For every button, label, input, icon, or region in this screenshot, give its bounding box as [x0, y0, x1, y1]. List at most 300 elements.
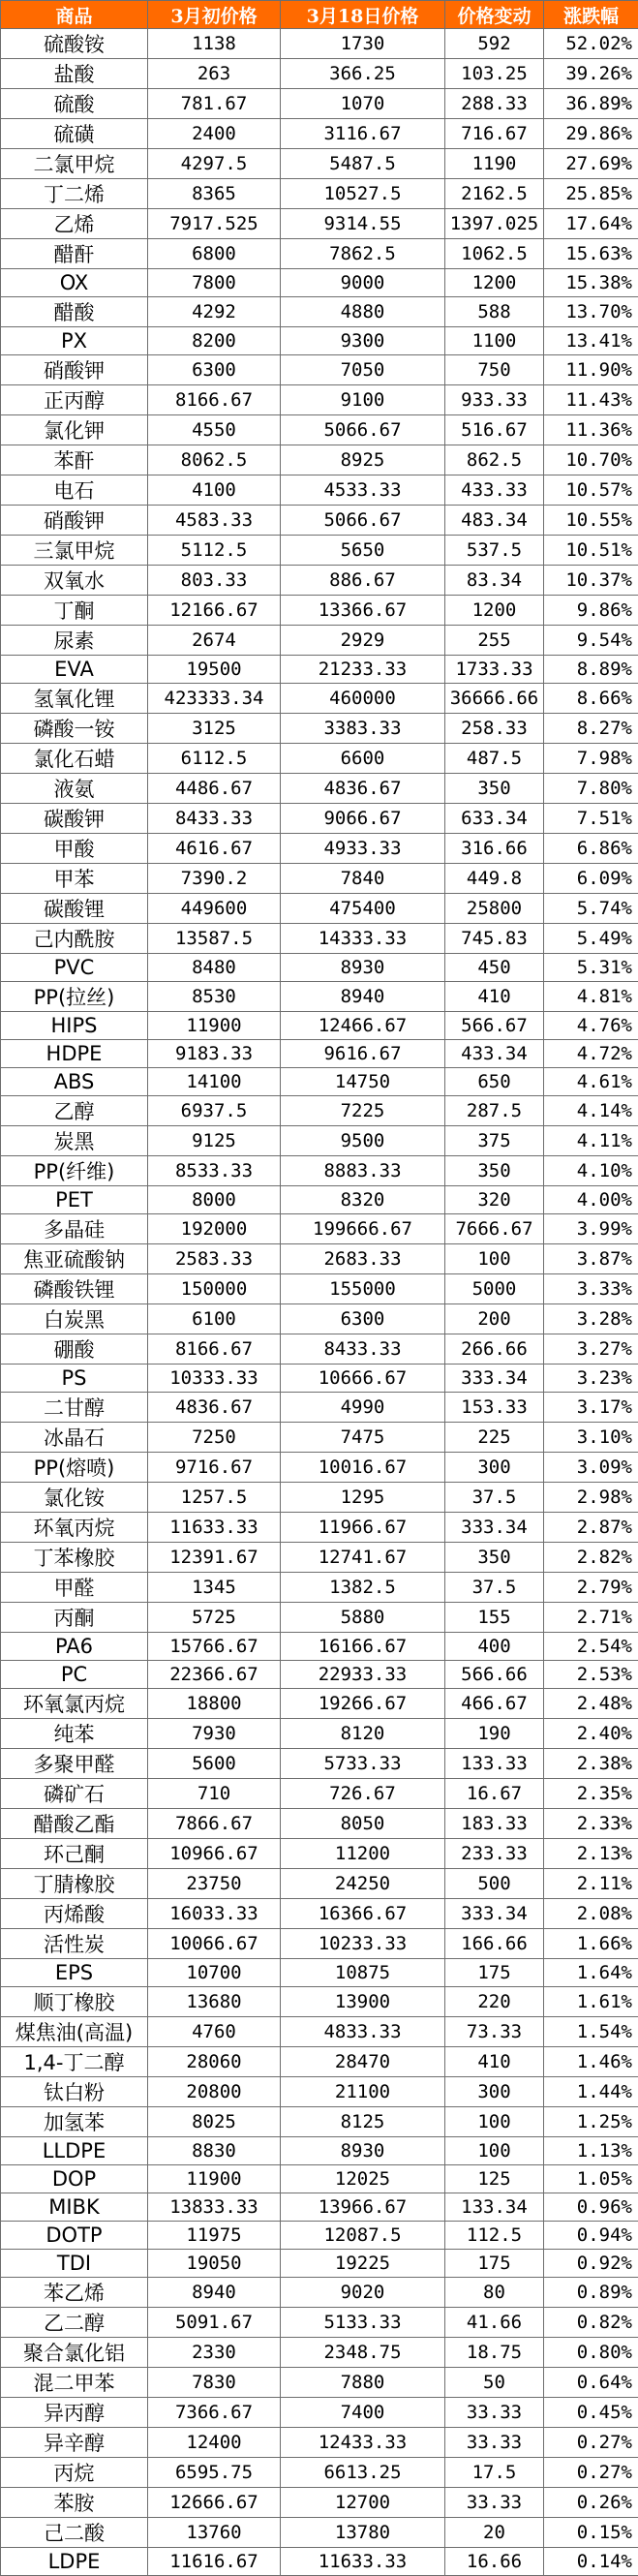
price-change-cell: 288.33 [445, 89, 544, 119]
change-percent-cell: 15.38% [544, 269, 638, 297]
table-row [1, 1633, 638, 1661]
commodity-cell: EPS [1, 1959, 148, 1987]
early-march-price-cell: 13760 [148, 2518, 281, 2548]
early-march-price-cell: 7866.67 [148, 1809, 281, 1839]
march-18-price-cell: 4833.33 [281, 2017, 445, 2047]
change-percent-cell: 0.27% [544, 2458, 638, 2488]
change-percent-cell: 2.33% [544, 1809, 638, 1839]
table-row [1, 684, 638, 714]
price-change-cell: 50 [445, 2368, 544, 2398]
price-change-cell: 300 [445, 1453, 544, 1483]
commodity-cell: MIBK [1, 2193, 148, 2222]
early-march-price-cell: 2330 [148, 2338, 281, 2368]
early-march-price-cell: 11616.67 [148, 2548, 281, 2576]
early-march-price-cell: 10333.33 [148, 1365, 281, 1393]
early-march-price-cell: 781.67 [148, 89, 281, 119]
early-march-price-cell: 6300 [148, 355, 281, 385]
price-change-cell: 16.66 [445, 2548, 544, 2576]
commodity-cell: 聚合氯化铝 [1, 2338, 148, 2368]
change-percent-cell: 2.08% [544, 1899, 638, 1929]
change-percent-cell: 0.89% [544, 2278, 638, 2308]
price-change-cell: 1190 [445, 149, 544, 179]
commodity-cell: PX [1, 327, 148, 355]
march-18-price-cell: 8120 [281, 1719, 445, 1749]
early-march-price-cell: 7390.2 [148, 864, 281, 894]
price-change-cell: 633.34 [445, 804, 544, 834]
table-row [1, 506, 638, 536]
march-18-price-cell: 475400 [281, 894, 445, 924]
commodity-cell: PA6 [1, 1633, 148, 1661]
march-18-price-cell: 12466.67 [281, 1012, 445, 1040]
change-percent-cell: 0.45% [544, 2398, 638, 2428]
march-18-price-cell: 7050 [281, 355, 445, 385]
march-18-price-cell: 9300 [281, 327, 445, 355]
price-change-cell: 375 [445, 1126, 544, 1156]
table-row [1, 1573, 638, 1603]
march-18-price-cell: 8125 [281, 2107, 445, 2137]
change-percent-cell: 2.13% [544, 1839, 638, 1869]
price-change-cell: 350 [445, 774, 544, 804]
change-percent-cell: 1.46% [544, 2047, 638, 2077]
march-18-price-cell: 8320 [281, 1186, 445, 1214]
early-march-price-cell: 5600 [148, 1749, 281, 1779]
march-18-price-cell: 726.67 [281, 1779, 445, 1809]
commodity-cell: 丁苯橡胶 [1, 1543, 148, 1573]
commodity-cell: 三氯甲烷 [1, 536, 148, 566]
table-row [1, 1423, 638, 1453]
table-row [1, 744, 638, 774]
price-change-cell: 20 [445, 2518, 544, 2548]
early-march-price-cell: 10966.67 [148, 1839, 281, 1869]
early-march-price-cell: 15766.67 [148, 1633, 281, 1661]
change-percent-cell: 5.49% [544, 924, 638, 954]
commodity-cell: 氢氧化锂 [1, 684, 148, 714]
commodity-cell: 硫磺 [1, 119, 148, 149]
change-percent-cell: 25.85% [544, 179, 638, 209]
early-march-price-cell: 8000 [148, 1186, 281, 1214]
change-percent-cell: 0.27% [544, 2428, 638, 2458]
price-change-cell: 1200 [445, 596, 544, 626]
commodity-cell: 液氨 [1, 774, 148, 804]
commodity-cell: 环氧氯丙烷 [1, 1689, 148, 1719]
price-change-cell: 862.5 [445, 445, 544, 475]
header-early-march-price: 3月初价格 [148, 1, 281, 29]
price-change-cell: 37.5 [445, 1573, 544, 1603]
table-row [1, 2107, 638, 2137]
march-18-price-cell: 1382.5 [281, 1573, 445, 1603]
price-change-cell: 500 [445, 1869, 544, 1899]
early-march-price-cell: 2400 [148, 119, 281, 149]
march-18-price-cell: 16366.67 [281, 1899, 445, 1929]
commodity-cell: 苯胺 [1, 2488, 148, 2518]
commodity-cell: 甲酸 [1, 834, 148, 864]
price-change-cell: 1733.33 [445, 656, 544, 684]
price-change-cell: 1200 [445, 269, 544, 297]
early-march-price-cell: 19050 [148, 2250, 281, 2278]
table-row [1, 2308, 638, 2338]
change-percent-cell: 4.14% [544, 1096, 638, 1126]
price-change-cell: 100 [445, 1244, 544, 1274]
price-change-cell: 466.67 [445, 1689, 544, 1719]
march-18-price-cell: 10875 [281, 1959, 445, 1987]
price-change-cell: 16.67 [445, 1779, 544, 1809]
march-18-price-cell: 8940 [281, 982, 445, 1012]
march-18-price-cell: 886.67 [281, 566, 445, 596]
commodity-cell: PS [1, 1365, 148, 1393]
early-march-price-cell: 28060 [148, 2047, 281, 2077]
change-percent-cell: 0.94% [544, 2222, 638, 2250]
commodity-cell: 氯化铵 [1, 1483, 148, 1513]
table-row [1, 1365, 638, 1393]
price-change-cell: 537.5 [445, 536, 544, 566]
early-march-price-cell: 8530 [148, 982, 281, 1012]
march-18-price-cell: 6613.25 [281, 2458, 445, 2488]
early-march-price-cell: 19500 [148, 656, 281, 684]
table-row [1, 894, 638, 924]
march-18-price-cell: 12741.67 [281, 1543, 445, 1573]
change-percent-cell: 7.51% [544, 804, 638, 834]
early-march-price-cell: 192000 [148, 1214, 281, 1244]
table-row [1, 29, 638, 59]
table-row [1, 2428, 638, 2458]
price-change-cell: 125 [445, 2165, 544, 2193]
price-change-cell: 175 [445, 1959, 544, 1987]
early-march-price-cell: 8365 [148, 179, 281, 209]
march-18-price-cell: 24250 [281, 1869, 445, 1899]
change-percent-cell: 5.74% [544, 894, 638, 924]
price-change-cell: 175 [445, 2250, 544, 2278]
march-18-price-cell: 12433.33 [281, 2428, 445, 2458]
table-row [1, 982, 638, 1012]
price-change-cell: 133.34 [445, 2193, 544, 2222]
early-march-price-cell: 2583.33 [148, 1244, 281, 1274]
commodity-cell: 尿素 [1, 626, 148, 656]
price-change-cell: 258.33 [445, 714, 544, 744]
commodity-cell: 丁腈橡胶 [1, 1869, 148, 1899]
march-18-price-cell: 8930 [281, 2137, 445, 2165]
price-change-cell: 133.33 [445, 1749, 544, 1779]
commodity-cell: 甲苯 [1, 864, 148, 894]
price-change-cell: 333.34 [445, 1513, 544, 1543]
change-percent-cell: 6.86% [544, 834, 638, 864]
table-row [1, 1214, 638, 1244]
change-percent-cell: 10.55% [544, 506, 638, 536]
commodity-cell: PP(熔喷) [1, 1453, 148, 1483]
price-change-cell: 225 [445, 1423, 544, 1453]
price-change-cell: 433.34 [445, 1040, 544, 1068]
table-row [1, 415, 638, 445]
table-row [1, 1156, 638, 1186]
price-change-cell: 745.83 [445, 924, 544, 954]
early-march-price-cell: 8062.5 [148, 445, 281, 475]
change-percent-cell: 7.98% [544, 744, 638, 774]
table-row [1, 445, 638, 475]
march-18-price-cell: 2348.75 [281, 2338, 445, 2368]
table-row [1, 1012, 638, 1040]
price-change-cell: 588 [445, 297, 544, 327]
commodity-cell: 丙酮 [1, 1603, 148, 1633]
commodity-cell: 异丙醇 [1, 2398, 148, 2428]
march-18-price-cell: 10016.67 [281, 1453, 445, 1483]
change-percent-cell: 11.36% [544, 415, 638, 445]
price-change-cell: 320 [445, 1186, 544, 1214]
table-row [1, 2077, 638, 2107]
early-march-price-cell: 11900 [148, 1012, 281, 1040]
early-march-price-cell: 6595.75 [148, 2458, 281, 2488]
price-change-cell: 33.33 [445, 2488, 544, 2518]
change-percent-cell: 1.54% [544, 2017, 638, 2047]
table-row [1, 1334, 638, 1365]
price-change-cell: 483.34 [445, 506, 544, 536]
table-row [1, 149, 638, 179]
table-row [1, 179, 638, 209]
price-change-cell: 400 [445, 1633, 544, 1661]
table-row [1, 2137, 638, 2165]
table-row [1, 2222, 638, 2250]
march-18-price-cell: 5066.67 [281, 506, 445, 536]
march-18-price-cell: 3116.67 [281, 119, 445, 149]
table-row [1, 119, 638, 149]
price-change-cell: 450 [445, 954, 544, 982]
change-percent-cell: 6.09% [544, 864, 638, 894]
table-row [1, 2165, 638, 2193]
change-percent-cell: 3.99% [544, 1214, 638, 1244]
price-change-cell: 933.33 [445, 385, 544, 415]
march-18-price-cell: 5487.5 [281, 149, 445, 179]
table-row [1, 1513, 638, 1543]
early-march-price-cell: 803.33 [148, 566, 281, 596]
table-row [1, 1603, 638, 1633]
commodity-cell: 纯苯 [1, 1719, 148, 1749]
march-18-price-cell: 19266.67 [281, 1689, 445, 1719]
early-march-price-cell: 8025 [148, 2107, 281, 2137]
march-18-price-cell: 9314.55 [281, 209, 445, 239]
march-18-price-cell: 4533.33 [281, 475, 445, 506]
change-percent-cell: 4.81% [544, 982, 638, 1012]
commodity-cell: PET [1, 1186, 148, 1214]
header-change-percent: 涨跌幅 [544, 1, 638, 29]
commodity-cell: PP(拉丝) [1, 982, 148, 1012]
table-row [1, 2488, 638, 2518]
price-change-cell: 350 [445, 1156, 544, 1186]
march-18-price-cell: 8930 [281, 954, 445, 982]
price-change-cell: 37.5 [445, 1483, 544, 1513]
price-change-cell: 5000 [445, 1274, 544, 1304]
march-18-price-cell: 4836.67 [281, 774, 445, 804]
march-18-price-cell: 155000 [281, 1274, 445, 1304]
table-row [1, 1959, 638, 1987]
change-percent-cell: 1.25% [544, 2107, 638, 2137]
change-percent-cell: 9.86% [544, 596, 638, 626]
commodity-cell: PP(纤维) [1, 1156, 148, 1186]
commodity-cell: 己二酸 [1, 2518, 148, 2548]
commodity-cell: 丙烯酸 [1, 1899, 148, 1929]
commodity-cell: DOP [1, 2165, 148, 2193]
price-change-cell: 333.34 [445, 1365, 544, 1393]
change-percent-cell: 2.82% [544, 1543, 638, 1573]
early-march-price-cell: 10066.67 [148, 1929, 281, 1959]
change-percent-cell: 2.71% [544, 1603, 638, 1633]
march-18-price-cell: 12087.5 [281, 2222, 445, 2250]
commodity-cell: 己内酰胺 [1, 924, 148, 954]
change-percent-cell: 27.69% [544, 149, 638, 179]
early-march-price-cell: 5725 [148, 1603, 281, 1633]
price-change-cell: 592 [445, 29, 544, 59]
march-18-price-cell: 7880 [281, 2368, 445, 2398]
change-percent-cell: 36.89% [544, 89, 638, 119]
early-march-price-cell: 8166.67 [148, 1334, 281, 1365]
early-march-price-cell: 3125 [148, 714, 281, 744]
commodity-cell: ABS [1, 1068, 148, 1096]
price-change-cell: 41.66 [445, 2308, 544, 2338]
commodity-cell: 白炭黑 [1, 1304, 148, 1334]
early-march-price-cell: 8480 [148, 954, 281, 982]
commodity-cell: 1,4-丁二醇 [1, 2047, 148, 2077]
commodity-cell: 多聚甲醛 [1, 1749, 148, 1779]
change-percent-cell: 8.27% [544, 714, 638, 744]
commodity-cell: 丁二烯 [1, 179, 148, 209]
table-row [1, 327, 638, 355]
commodity-cell: 乙二醇 [1, 2308, 148, 2338]
march-18-price-cell: 7400 [281, 2398, 445, 2428]
table-row [1, 1068, 638, 1096]
table-row [1, 355, 638, 385]
march-18-price-cell: 19225 [281, 2250, 445, 2278]
price-change-cell: 566.66 [445, 1661, 544, 1689]
commodity-cell: 混二甲苯 [1, 2368, 148, 2398]
early-march-price-cell: 8166.67 [148, 385, 281, 415]
price-change-cell: 300 [445, 2077, 544, 2107]
price-change-cell: 83.34 [445, 566, 544, 596]
header-row [1, 1, 638, 29]
early-march-price-cell: 10700 [148, 1959, 281, 1987]
change-percent-cell: 3.28% [544, 1304, 638, 1334]
commodity-cell: 冰晶石 [1, 1423, 148, 1453]
table-row [1, 656, 638, 684]
march-18-price-cell: 1730 [281, 29, 445, 59]
early-march-price-cell: 150000 [148, 1274, 281, 1304]
price-change-cell: 153.33 [445, 1393, 544, 1423]
march-18-price-cell: 5066.67 [281, 415, 445, 445]
march-18-price-cell: 21233.33 [281, 656, 445, 684]
early-march-price-cell: 1138 [148, 29, 281, 59]
early-march-price-cell: 11633.33 [148, 1513, 281, 1543]
change-percent-cell: 10.70% [544, 445, 638, 475]
early-march-price-cell: 8940 [148, 2278, 281, 2308]
table-row [1, 1987, 638, 2017]
table-row [1, 1126, 638, 1156]
early-march-price-cell: 4297.5 [148, 149, 281, 179]
change-percent-cell: 0.15% [544, 2518, 638, 2548]
table-row [1, 834, 638, 864]
commodity-cell: 二氯甲烷 [1, 149, 148, 179]
change-percent-cell: 52.02% [544, 29, 638, 59]
commodity-cell: 正丙醇 [1, 385, 148, 415]
table-row [1, 1483, 638, 1513]
commodity-cell: 盐酸 [1, 59, 148, 89]
early-march-price-cell: 6112.5 [148, 744, 281, 774]
price-change-cell: 103.25 [445, 59, 544, 89]
early-march-price-cell: 7930 [148, 1719, 281, 1749]
early-march-price-cell: 5091.67 [148, 2308, 281, 2338]
change-percent-cell: 3.33% [544, 1274, 638, 1304]
early-march-price-cell: 7830 [148, 2368, 281, 2398]
change-percent-cell: 2.54% [544, 1633, 638, 1661]
march-18-price-cell: 7225 [281, 1096, 445, 1126]
price-change-cell: 287.5 [445, 1096, 544, 1126]
march-18-price-cell: 21100 [281, 2077, 445, 2107]
change-percent-cell: 1.05% [544, 2165, 638, 2193]
change-percent-cell: 11.43% [544, 385, 638, 415]
march-18-price-cell: 5650 [281, 536, 445, 566]
commodity-cell: 多晶硅 [1, 1214, 148, 1244]
price-change-cell: 333.34 [445, 1899, 544, 1929]
table-row [1, 2047, 638, 2077]
commodity-cell: 双氧水 [1, 566, 148, 596]
change-percent-cell: 8.66% [544, 684, 638, 714]
price-change-cell: 1062.5 [445, 239, 544, 269]
table-row [1, 475, 638, 506]
march-18-price-cell: 7862.5 [281, 239, 445, 269]
table-row [1, 239, 638, 269]
change-percent-cell: 17.64% [544, 209, 638, 239]
march-18-price-cell: 8925 [281, 445, 445, 475]
early-march-price-cell: 4760 [148, 2017, 281, 2047]
early-march-price-cell: 18800 [148, 1689, 281, 1719]
march-18-price-cell: 366.25 [281, 59, 445, 89]
commodity-cell: 硝酸钾 [1, 355, 148, 385]
march-18-price-cell: 8433.33 [281, 1334, 445, 1365]
table-row [1, 1304, 638, 1334]
price-change-cell: 750 [445, 355, 544, 385]
early-march-price-cell: 449600 [148, 894, 281, 924]
march-18-price-cell: 12025 [281, 2165, 445, 2193]
change-percent-cell: 2.11% [544, 1869, 638, 1899]
table-row [1, 2398, 638, 2428]
price-change-cell: 200 [445, 1304, 544, 1334]
change-percent-cell: 1.13% [544, 2137, 638, 2165]
early-march-price-cell: 8830 [148, 2137, 281, 2165]
commodity-cell: 硫酸 [1, 89, 148, 119]
change-percent-cell: 29.86% [544, 119, 638, 149]
change-percent-cell: 3.27% [544, 1334, 638, 1365]
table-row [1, 1040, 638, 1068]
change-percent-cell: 2.87% [544, 1513, 638, 1543]
table-row [1, 864, 638, 894]
commodity-cell: HIPS [1, 1012, 148, 1040]
early-march-price-cell: 9716.67 [148, 1453, 281, 1483]
commodity-cell: 醋酸乙酯 [1, 1809, 148, 1839]
early-march-price-cell: 13587.5 [148, 924, 281, 954]
early-march-price-cell: 12166.67 [148, 596, 281, 626]
commodity-cell: 丙烷 [1, 2458, 148, 2488]
early-march-price-cell: 9183.33 [148, 1040, 281, 1068]
change-percent-cell: 10.51% [544, 536, 638, 566]
change-percent-cell: 2.38% [544, 1749, 638, 1779]
march-18-price-cell: 7840 [281, 864, 445, 894]
commodity-cell: 乙烯 [1, 209, 148, 239]
march-18-price-cell: 14333.33 [281, 924, 445, 954]
table-row [1, 2518, 638, 2548]
march-18-price-cell: 8883.33 [281, 1156, 445, 1186]
table-row [1, 1096, 638, 1126]
table-header [1, 1, 638, 29]
march-18-price-cell: 9066.67 [281, 804, 445, 834]
table-row [1, 1779, 638, 1809]
commodity-cell: HDPE [1, 1040, 148, 1068]
early-march-price-cell: 7800 [148, 269, 281, 297]
price-change-cell: 17.5 [445, 2458, 544, 2488]
